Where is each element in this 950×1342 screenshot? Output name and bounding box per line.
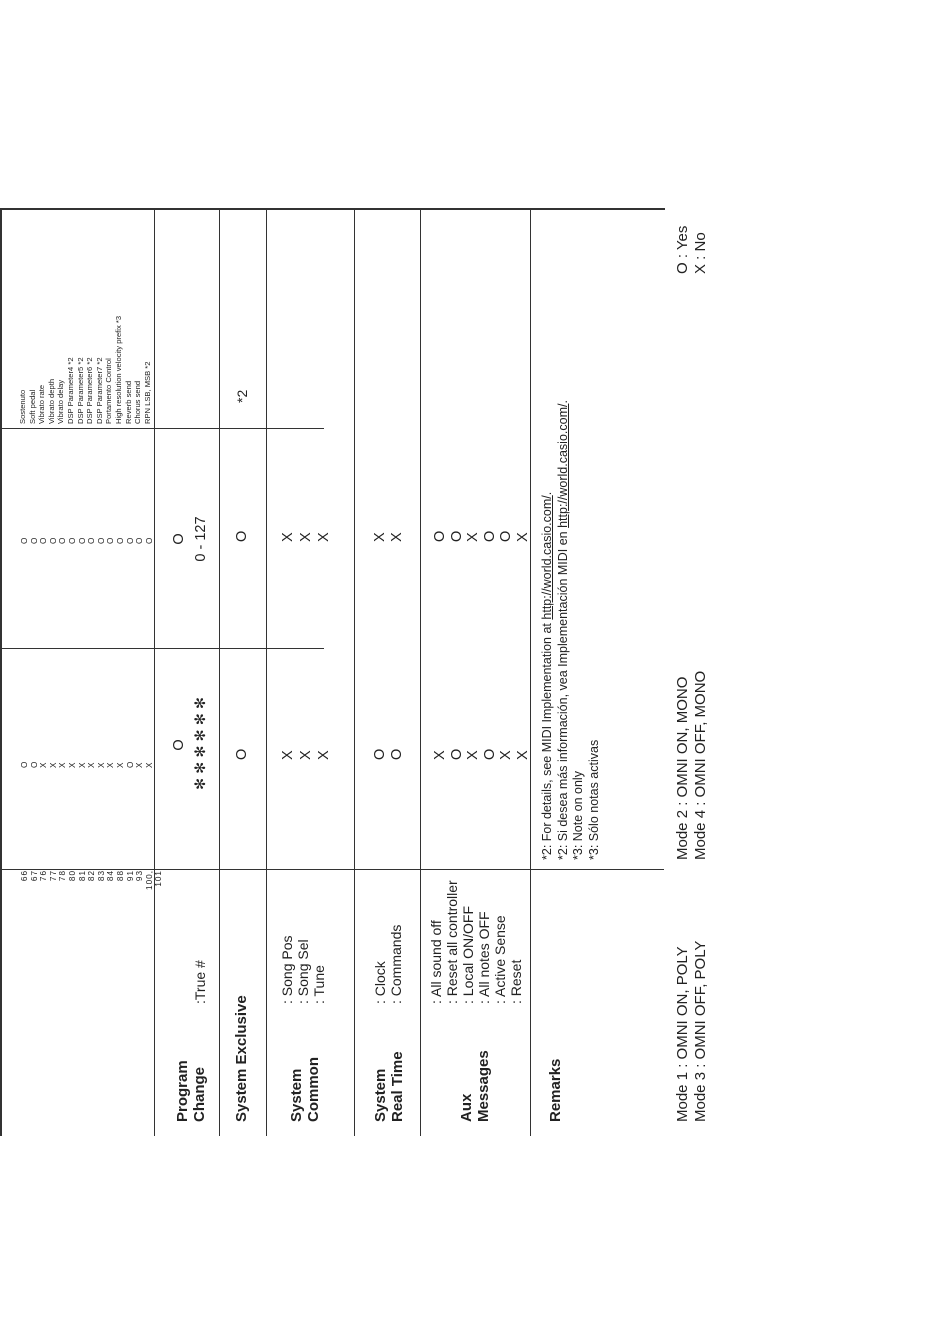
remarks-line-2: *2: Si desea más información, vea Implementación MIDI en http://world.casio.com/. (555, 400, 570, 860)
casio-link-es[interactable]: http://world.casio.com/ (555, 403, 570, 528)
remarks-notes (540, 400, 602, 860)
row-divider-6 (530, 210, 531, 1136)
system-exclusive-label: System Exclusive (233, 995, 250, 1122)
midi-implementation-chart-page (0, 206, 720, 1136)
row-divider-2 (219, 210, 220, 1136)
system-common-label: System Common (288, 1057, 322, 1122)
program-change-sub: :True # (192, 960, 208, 1004)
mode-legend-left: Mode 1 : OMNI ON, POLY Mode 3 : OMNI OFF, POLY (674, 940, 709, 1122)
system-real-time-transmitted: O O (372, 748, 405, 760)
row-divider-1 (154, 210, 155, 1136)
row-divider-4 (354, 210, 355, 1136)
program-change-label: Program Change (174, 1060, 208, 1122)
remarks-line-1: *2: For details, see MIDI Implementation at http://world.casio.com/. (540, 491, 554, 860)
controller-remarks: Sostenuto Soft pedal Vibrato rate Vibrato depth Vibrato delay DSP Parameter4 *2 DSP Parameter5 *2 DSP Parameter6 *2 DSP Parameter7 *2 Portamento Control High resolution velocity prefix *3 Reverb send Chorus send RPN LSB, MSB *2 (18, 315, 152, 424)
col-divider-3 (2, 428, 324, 429)
system-exclusive-remarks: *2 (234, 389, 250, 403)
aux-messages-items: : All sound off : Reset all controller : Local ON/OFF : All notes OFF : Active Sense : Reset (428, 880, 524, 1004)
row-divider-5 (420, 210, 421, 1136)
system-common-transmitted: X X X (280, 750, 332, 760)
system-exclusive-recognized: O (234, 530, 250, 542)
controller-numbers: 66 67 76 77 78 80 81 82 83 84 88 91 93 100, 101 (20, 870, 164, 890)
aux-messages-transmitted: X O X O X X (432, 748, 531, 760)
col-divider-2 (2, 648, 324, 649)
system-real-time-items: : Clock : Commands (372, 924, 404, 1004)
system-real-time-recognized: X X (372, 532, 405, 542)
remarks-label: Remarks (547, 1058, 564, 1122)
yes-no-legend: O : Yes X : No (674, 225, 709, 274)
mode-legend-right: Mode 2 : OMNI ON, MONO Mode 4 : OMNI OFF, MONO (674, 670, 709, 860)
system-common-recognized: X X X (280, 532, 332, 542)
program-change-recognized: O 0 - 127 (171, 516, 209, 562)
controller-recognized: O O O O O O O O O O O O O O (20, 536, 154, 544)
remarks-line-4: *3: Sólo notas activas (586, 739, 601, 860)
system-real-time-label: System Real Time (372, 1051, 406, 1122)
remarks-line-3: *3: Note on only (571, 771, 585, 860)
aux-messages-label: Aux Messages (458, 1050, 492, 1122)
midi-implementation-table (0, 208, 665, 1136)
program-change-transmitted: O ✻ ✻ ✻ ✻ ✻ ✻ (171, 696, 209, 790)
controller-transmitted: O O X X X X X X X X X O X X (20, 760, 154, 768)
aux-messages-recognized: O O X O O X (432, 530, 531, 542)
system-common-items: : Song Pos : Song Sel : Tune (279, 935, 327, 1004)
system-exclusive-transmitted: O (234, 748, 250, 760)
row-divider-3 (266, 210, 267, 1136)
casio-link-en[interactable]: http://world.casio.com/ (540, 495, 554, 620)
